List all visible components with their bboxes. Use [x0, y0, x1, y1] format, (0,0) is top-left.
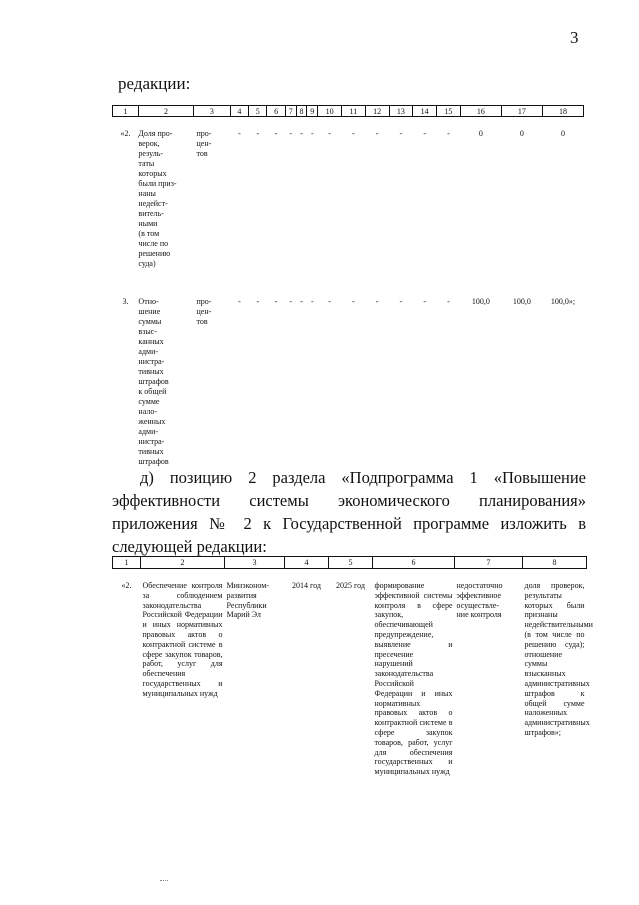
paragraph-text: д) позицию 2 раздела «Подпрограмма 1 «Повышение эффективности системы экономического планирования» приложения № 2 к Государственной программе изложить в следующей редакции:: [112, 468, 586, 556]
t1-col-9: 9: [307, 106, 318, 117]
value-cell: 0: [519, 129, 524, 138]
t1-col-14: 14: [413, 106, 437, 117]
t2-col-5: 5: [329, 557, 373, 569]
table2-header-row: [113, 557, 587, 569]
row-number: «2.: [121, 581, 132, 590]
t1-col-3: 3: [194, 106, 231, 117]
indicators-table: [112, 105, 584, 467]
value-cell: -: [328, 129, 331, 138]
value-cell: -: [399, 129, 403, 138]
value-cell: -: [289, 296, 293, 306]
activities-table: [112, 556, 593, 777]
t2-col-4: 4: [285, 557, 329, 569]
amendment-paragraph: [112, 466, 586, 558]
value-cell: -: [300, 129, 303, 138]
value-cell: -: [256, 296, 260, 306]
value-cell: -: [423, 296, 426, 306]
t1-col-11: 11: [341, 106, 365, 117]
unit: про- цен- тов: [196, 129, 212, 158]
t2-col-1: 1: [113, 557, 141, 569]
value-cell: -: [328, 296, 331, 306]
page-number: 3: [570, 28, 579, 47]
end-year: 2025 год: [336, 581, 365, 590]
executor: Минэконом- развития Республики Марий Эл: [226, 581, 269, 620]
value-cell: -: [447, 129, 450, 138]
value-cell: 100,0»;: [550, 296, 576, 306]
value-cell: -: [310, 296, 314, 306]
consequences: недостаточно эффективное осуществле- ние контроля: [456, 581, 503, 620]
t1-col-6: 6: [267, 106, 285, 117]
value-cell: 0: [478, 129, 483, 138]
t1-col-10: 10: [318, 106, 342, 117]
value-cell: -: [238, 296, 241, 306]
t1-col-16: 16: [460, 106, 501, 117]
value-cell: -: [447, 296, 450, 306]
row-number: 3.: [122, 296, 129, 306]
t1-col-7: 7: [285, 106, 296, 117]
table-row: [113, 297, 584, 467]
value-cell: -: [375, 129, 379, 138]
value-cell: -: [300, 296, 303, 306]
t1-col-2: 2: [138, 106, 193, 117]
value-cell: 100,0: [471, 296, 490, 306]
value-cell: -: [423, 129, 426, 138]
value-cell: -: [399, 296, 403, 306]
t1-col-15: 15: [437, 106, 461, 117]
t2-col-8: 8: [523, 557, 587, 569]
t1-col-12: 12: [365, 106, 389, 117]
value-cell: -: [310, 129, 314, 138]
t2-col-3: 3: [225, 557, 285, 569]
value-cell: 0: [560, 129, 565, 138]
value-cell: -: [352, 129, 355, 138]
row-number: «2.: [120, 129, 131, 138]
indicator-name: Доля про- верок, резуль- таты которых были приз- наны недейст- витель- ными (в том числе по решению суда): [138, 129, 177, 268]
value-cell: -: [256, 129, 260, 138]
value-cell: -: [352, 296, 355, 306]
t1-col-17: 17: [501, 106, 542, 117]
unit: про- цен- тов: [196, 296, 212, 326]
start-year: 2014 год: [292, 581, 321, 590]
t1-col-5: 5: [249, 106, 267, 117]
table-row: [113, 569, 587, 777]
value-cell: -: [238, 129, 241, 138]
table1-header-row: [113, 106, 584, 117]
scan-artifact: [160, 880, 168, 883]
t2-col-6: 6: [373, 557, 455, 569]
expected-result: формирование эффективной системы контроля в сфере закупок, обеспечивающей предупреждение, выявление и пресечение нарушений законодательства Российской Федерации и иных нормативных правовых актов о контрактной системе в сфере закупок товаров, работ, услуг для обеспечения государственных и муниципальных нужд: [374, 581, 453, 777]
t2-col-7: 7: [455, 557, 523, 569]
t1-col-8: 8: [296, 106, 307, 117]
t1-col-4: 4: [230, 106, 248, 117]
value-cell: -: [375, 296, 379, 306]
t1-col-1: 1: [113, 106, 139, 117]
header-word: редакции:: [118, 74, 191, 93]
t1-col-18: 18: [542, 106, 583, 117]
t1-col-13: 13: [389, 106, 413, 117]
activity-name: Обеспечение контроля за соблюдением законодательства Российской Федерации и иных нормативных правовых актов о контрактной системе в сфере закупок товаров, работ, услуг для обеспечения государственных и муниципальных нужд: [142, 581, 223, 698]
value-cell: -: [289, 129, 293, 138]
related-indicators: доля проверок, результаты которых были признаны недействительными (в том числе по решению суда); отношение суммы взысканных административных штрафов к общей сумме наложенных административных штрафов»;: [524, 581, 593, 737]
indicator-name: Отно- шение суммы взыс- канных адми- нистра- тивных штрафов к общей сумме нало- женных адми- нистра- тивных штрафов: [138, 296, 169, 466]
t2-col-2: 2: [141, 557, 225, 569]
value-cell: -: [274, 296, 278, 306]
value-cell: 100,0: [512, 296, 531, 306]
table-row: [113, 117, 584, 297]
value-cell: -: [274, 129, 278, 138]
